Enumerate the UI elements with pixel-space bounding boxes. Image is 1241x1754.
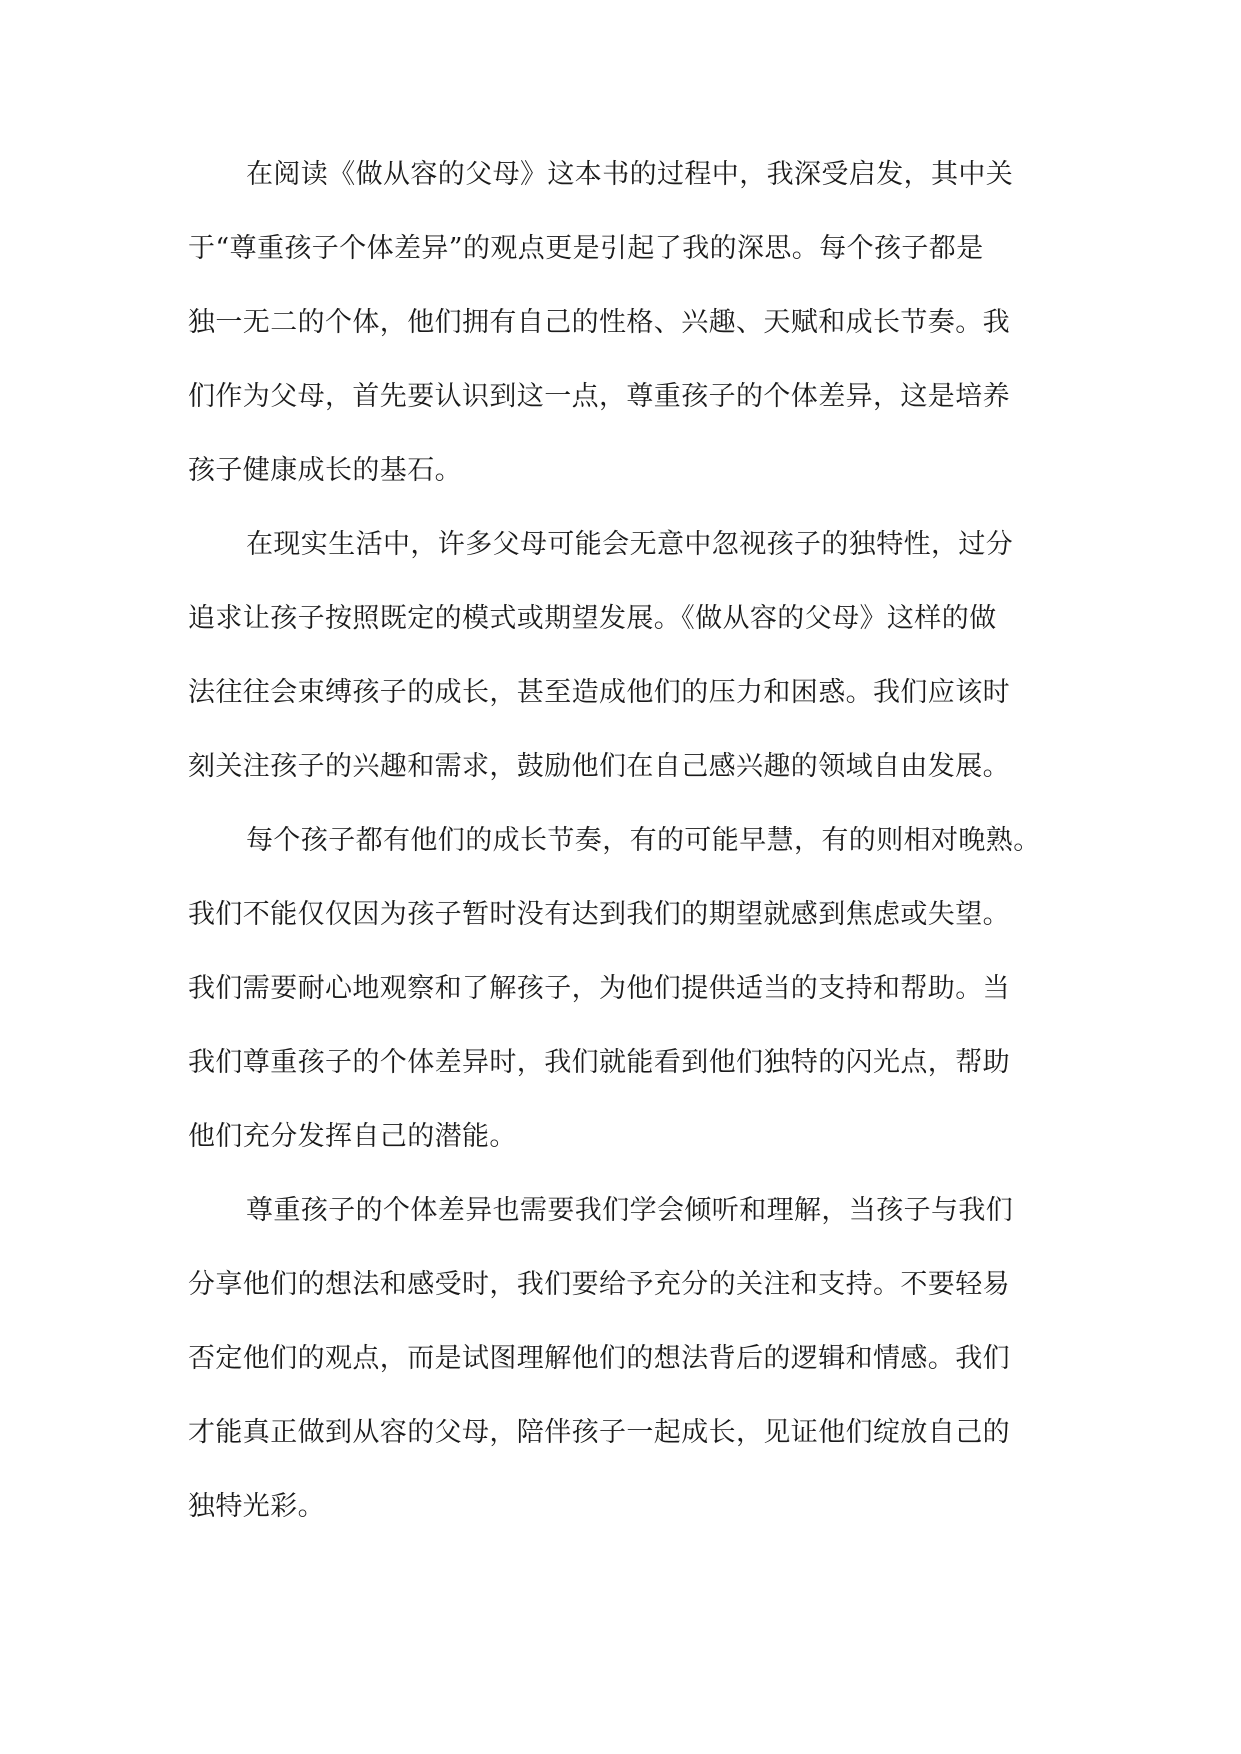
paragraph-line: 独一无二的个体，他们拥有自己的性格、兴趣、天赋和成长节奏。我 — [188, 307, 1010, 338]
paragraph-line: 独特光彩。 — [188, 1491, 325, 1522]
paragraph-line: 我们尊重孩子的个体差异时，我们就能看到他们独特的闪光点，帮助 — [188, 1047, 1010, 1078]
paragraph-1 — [188, 138, 1054, 508]
paragraph-line: 在阅读《做从容的父母》这本书的过程中，我深受启发，其中关 — [246, 159, 1014, 190]
paragraph-line: 我们需要耐心地观察和了解孩子，为他们提供适当的支持和帮助。当 — [188, 973, 1010, 1004]
paragraph-line: 每个孩子都有他们的成长节奏，有的可能早慧，有的则相对晚熟。 — [246, 825, 1041, 856]
paragraph-line: 刻关注孩子的兴趣和需求，鼓励他们在自己感兴趣的领域自由发展。 — [188, 751, 1010, 782]
paragraph-line: 他们充分发挥自己的潜能。 — [188, 1121, 517, 1152]
paragraph-line: 否定他们的观点，而是试图理解他们的想法背后的逻辑和情感。我们 — [188, 1343, 1010, 1374]
paragraph-line: 法往往会束缚孩子的成长，甚至造成他们的压力和困惑。我们应该时 — [188, 677, 1010, 708]
paragraph-3 — [188, 804, 1054, 1174]
paragraph-2 — [188, 508, 1054, 804]
paragraph-line: 在现实生活中，许多父母可能会无意中忽视孩子的独特性，过分 — [246, 529, 1014, 560]
paragraph-line: 们作为父母，首先要认识到这一点，尊重孩子的个体差异，这是培养 — [188, 381, 1010, 412]
paragraph-line: 分享他们的想法和感受时，我们要给予充分的关注和支持。不要轻易 — [188, 1269, 1010, 1300]
paragraph-line: 孩子健康成长的基石。 — [188, 455, 462, 486]
paragraph-4 — [188, 1174, 1054, 1544]
paragraph-line: 尊重孩子的个体差异也需要我们学会倾听和理解，当孩子与我们 — [246, 1195, 1014, 1226]
paragraph-line: 我们不能仅仅因为孩子暂时没有达到我们的期望就感到焦虑或失望。 — [188, 899, 1010, 930]
article-body — [188, 138, 1054, 1544]
paragraph-line: 才能真正做到从容的父母，陪伴孩子一起成长，见证他们绽放自己的 — [188, 1417, 1010, 1448]
paragraph-line: 追求让孩子按照既定的模式或期望发展。《做从容的父母》这样的做 — [188, 603, 997, 634]
paragraph-line: 于“尊重孩子个体差异”的观点更是引起了我的深思。每个孩子都是 — [188, 233, 984, 264]
